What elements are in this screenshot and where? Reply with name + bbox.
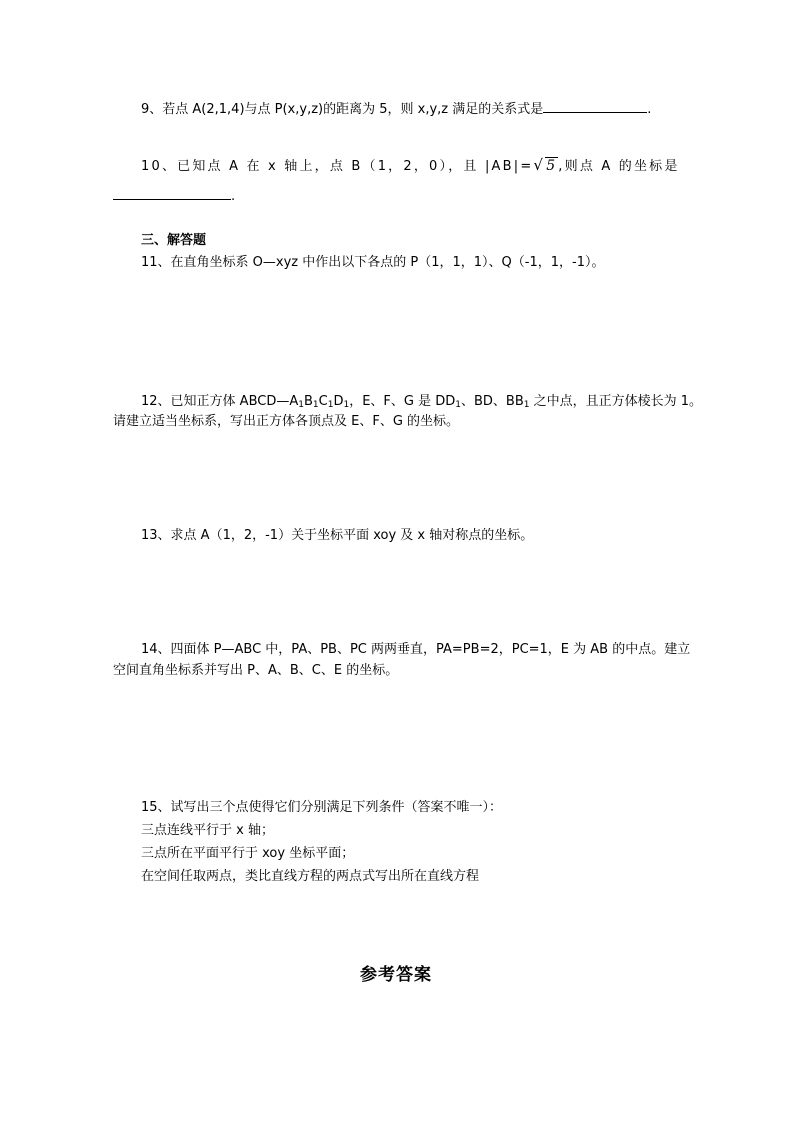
question-12-text-part: C xyxy=(318,394,328,409)
question-12-line-1 xyxy=(141,393,702,411)
question-10-prefix: 10、已知点 A 在 x 轴上，点 B（1，2，0），且 |AB|= xyxy=(141,159,534,174)
question-9-text: 9、若点 A(2,1,4)与点 P(x,y,z)的距离为 5，则 x,y,z 满足的关系式是 xyxy=(141,102,544,117)
question-14-line-1: 14、四面体 P—ABC 中，PA、PB、PC 两两垂直，PA=PB=2，PC=1，E 为 AB 的中点。建立 xyxy=(141,642,691,657)
question-12-text-part: ，E、F、G 是 DD xyxy=(349,394,456,409)
question-13: 13、求点 A（1，2，-1）关于坐标平面 xoy 及 x 轴对称点的坐标。 xyxy=(141,528,534,543)
sqrt-expression xyxy=(533,156,558,176)
section-heading: 三、解答题 xyxy=(141,233,207,248)
question-12-text-part: B xyxy=(303,394,313,409)
question-12-line-2: 请建立适当坐标系，写出正方体各顶点及 E、F、G 的坐标。 xyxy=(113,414,460,429)
question-15-line-1: 15、试写出三个点使得它们分别满足下列条件（答案不唯一）： xyxy=(141,800,503,815)
question-15-line-4: 在空间任取两点，类比直线方程的两点式写出所在直线方程 xyxy=(141,869,480,884)
question-12-text-part: 、BD、BB xyxy=(461,394,524,409)
question-12-text-part: D xyxy=(333,394,344,409)
subscript: 1 xyxy=(312,400,319,410)
subscript: 1 xyxy=(455,400,461,410)
radicand: 5 xyxy=(546,158,558,174)
question-10-suffix: ,则点 A 的坐标是 xyxy=(558,159,680,174)
question-14-line-2: 空间直角坐标系并写出 P、A、B、C、E 的坐标。 xyxy=(113,663,399,678)
subscript: 1 xyxy=(298,400,304,410)
radical-sign: √ xyxy=(533,156,546,174)
answer-blank xyxy=(543,100,647,113)
question-9-end: . xyxy=(647,102,652,117)
subscript: 1 xyxy=(327,400,334,410)
subscript: 1 xyxy=(523,400,530,410)
question-12-text-part: 12、已知正方体 ABCD—A xyxy=(141,394,299,409)
answers-title: 参考答案 xyxy=(360,965,432,985)
question-15-line-2: 三点连线平行于 x 轴； xyxy=(141,823,274,838)
question-11: 11、在直角坐标系 O—xyz 中作出以下各点的 P（1，1，1）、Q（-1，1，-1）。 xyxy=(141,255,605,270)
question-10-line-2 xyxy=(113,187,235,206)
subscript: 1 xyxy=(343,400,350,410)
question-10-line-1 xyxy=(141,156,680,176)
answer-blank xyxy=(113,187,231,200)
question-10-end: . xyxy=(231,189,236,204)
question-12-text-part: 之中点，且正方体棱长为 1。 xyxy=(529,394,703,409)
question-15-line-3: 三点所在平面平行于 xoy 坐标平面； xyxy=(141,846,355,861)
question-9 xyxy=(141,100,651,119)
